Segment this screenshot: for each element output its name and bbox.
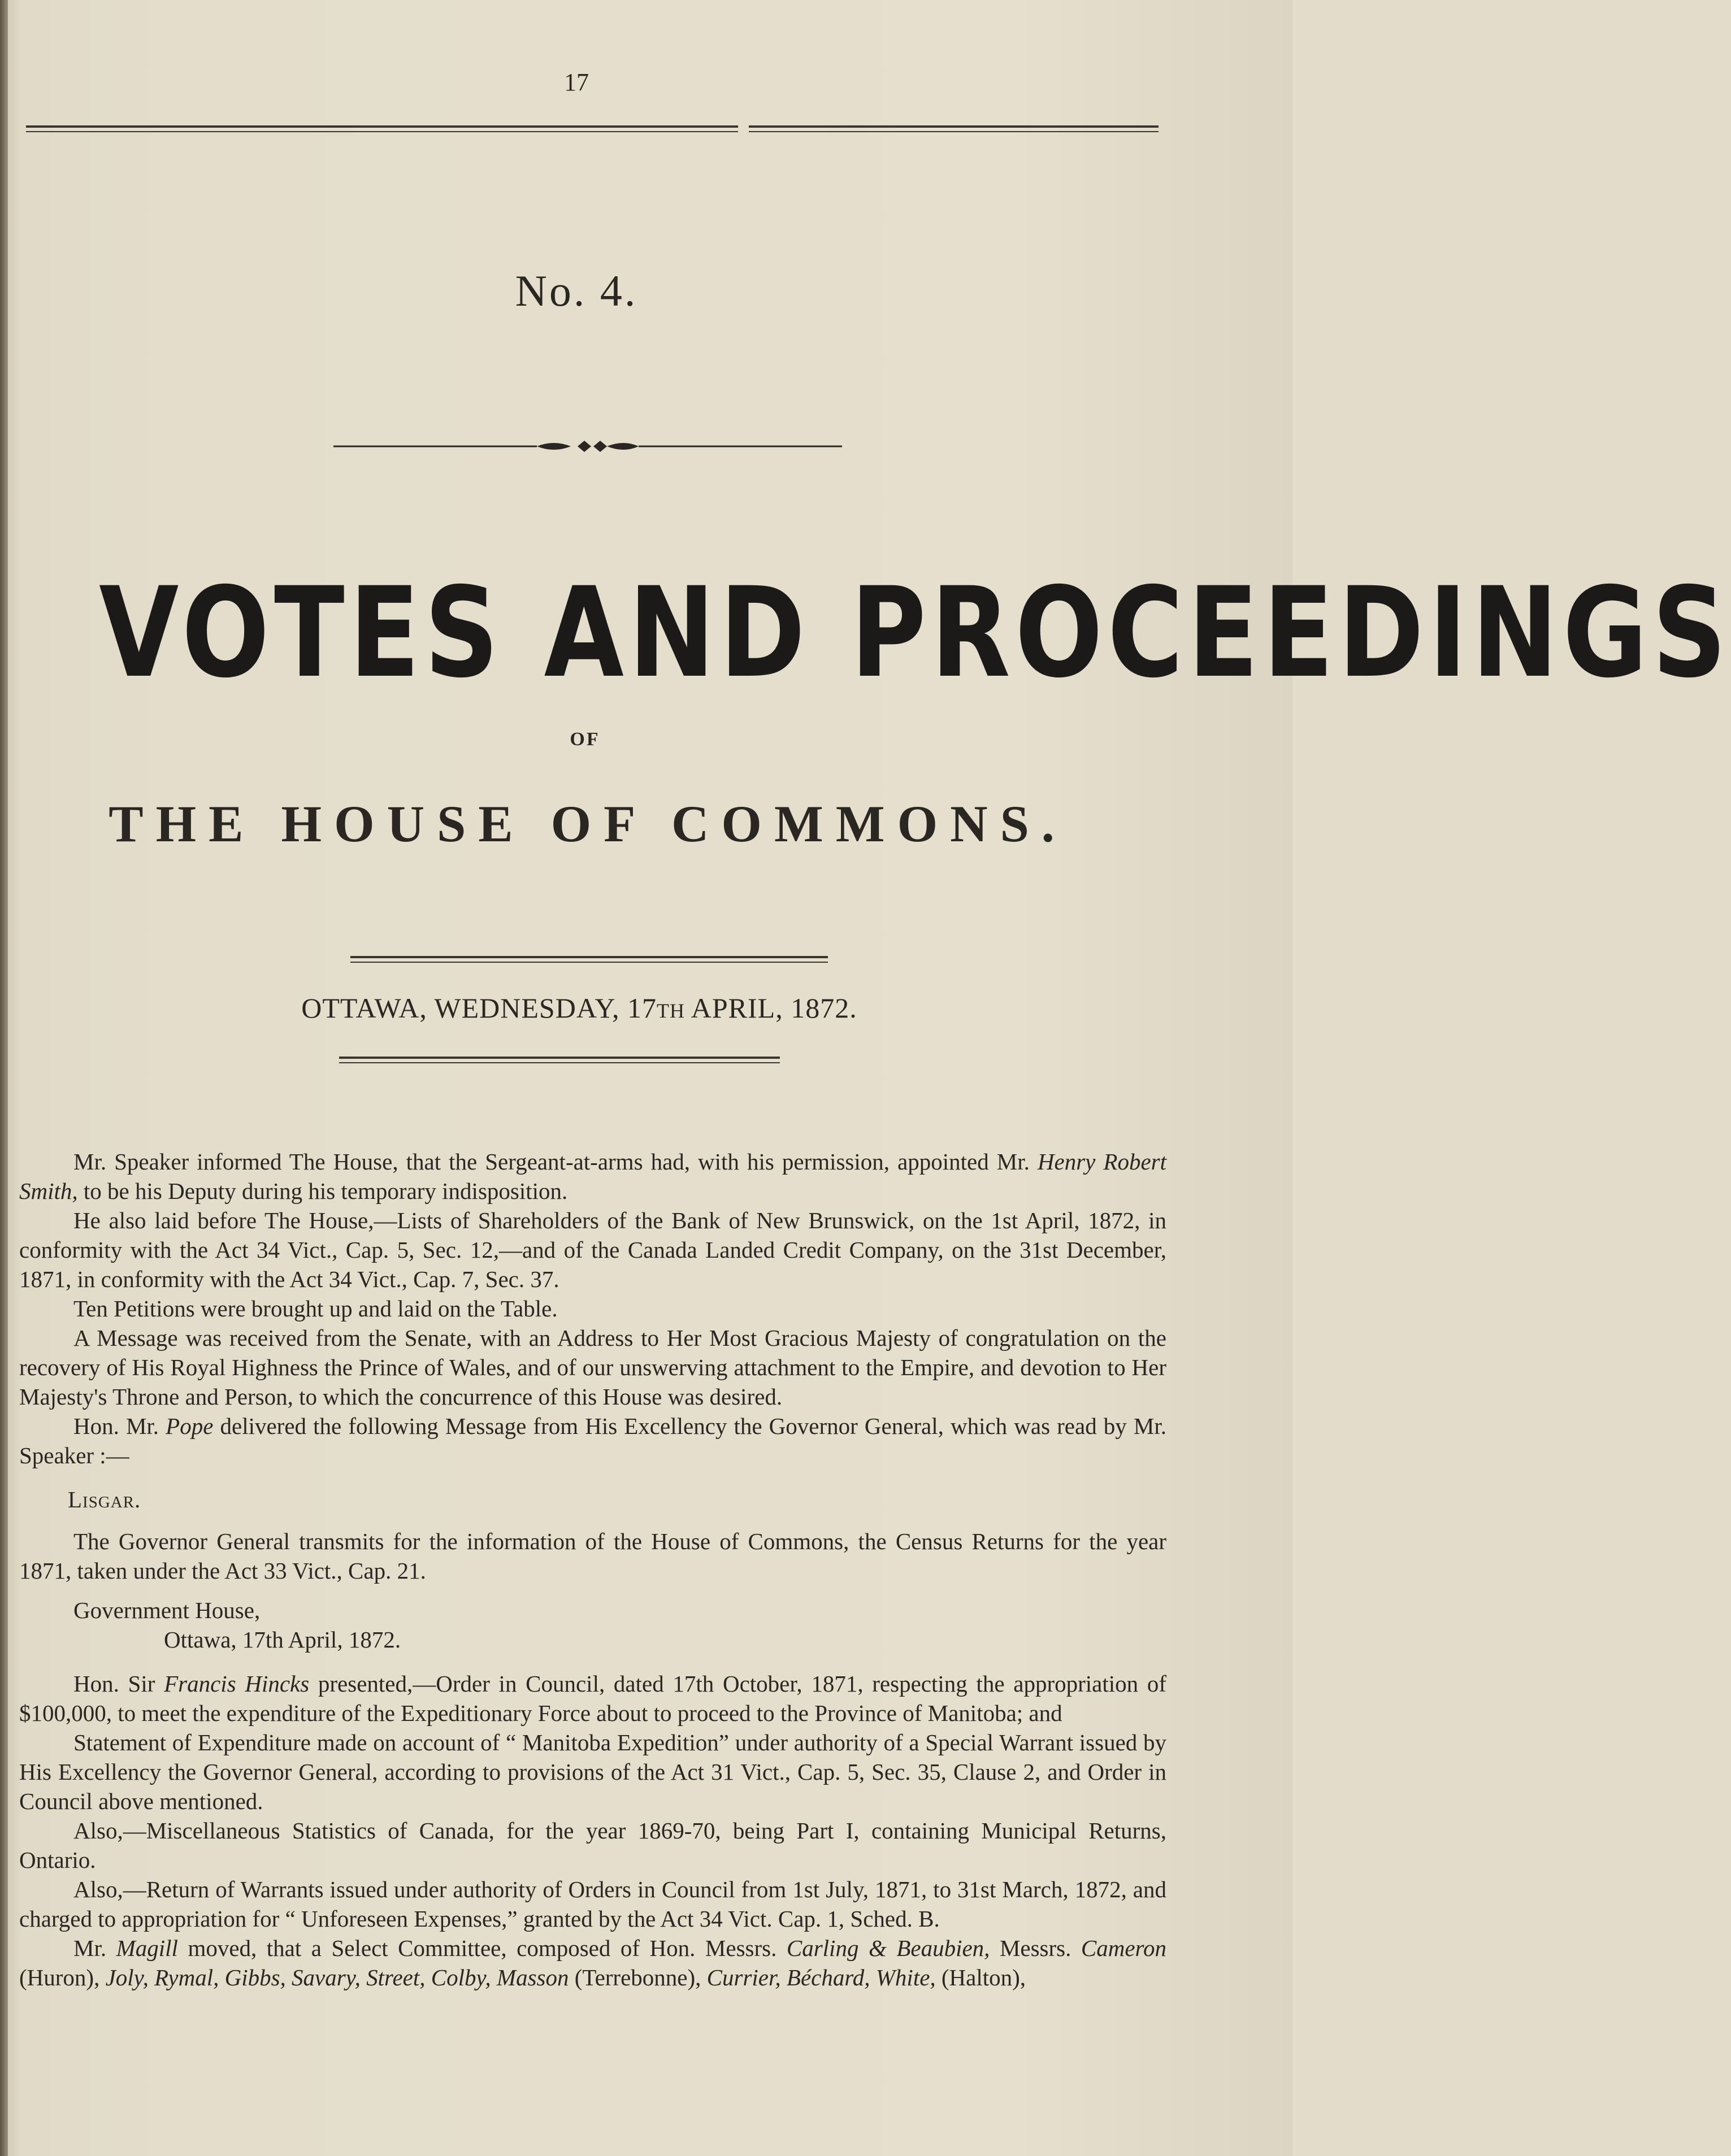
paragraph-speaker-deputy — [19, 1147, 1166, 1206]
ottawa-date: Ottawa, 17th April, 1872. — [164, 1627, 401, 1653]
name-italic: Joly, Rymal, Gibbs, Savary, Street, Colby, Masson — [105, 1964, 569, 1990]
name-italic: Pope — [166, 1413, 214, 1439]
text: Hon. Sir — [73, 1671, 164, 1697]
date-line — [0, 992, 1159, 1024]
name-italic: Francis Hincks — [164, 1671, 310, 1697]
document-number: No. 4. — [515, 266, 638, 315]
text: (Halton), — [935, 1964, 1026, 1990]
title-of: OF — [570, 729, 600, 750]
paragraph-expenditure: Statement of Expenditure made on account of “ Manitoba Expedition” under authority of a Special Warrant issued by His Excellency the Governor General, according to provisions of the Act 31 Vict., Cap. 5, Sec. 35, Clause 2, and Order in Council above mentioned. — [19, 1729, 1166, 1814]
text: moved, that a Select Committee, composed of Hon. Messrs. — [177, 1935, 787, 1961]
date-suffix: TH — [657, 999, 686, 1022]
text: to be his Deputy during his temporary indisposition. — [77, 1178, 568, 1204]
text: Hon. Mr. — [73, 1413, 166, 1439]
text: delivered the following Message from His Excellency the Governor General, which was read by Mr. Speaker :— — [19, 1413, 1166, 1468]
paragraph-statistics: Also,—Miscellaneous Statistics of Canada, for the year 1869-70, being Part I, containing Municipal Returns, Ontario. — [19, 1818, 1166, 1873]
name-italic: Henry Robert Smith, — [19, 1149, 1166, 1204]
header-rule-right — [749, 125, 1159, 128]
paragraph-census: The Governor General transmits for the information of the House of Commons, the Census Returns for the year 1871, taken under the Act 33 Vict., Cap. 21. — [19, 1528, 1166, 1584]
text: Mr. — [73, 1935, 116, 1961]
paragraph-petitions: Ten Petitions were brought up and laid on the Table. — [73, 1296, 558, 1322]
main-title: VOTES AND PROCEEDINGS — [99, 560, 1731, 705]
paragraph-shareholders: He also laid before The House,—Lists of Shareholders of the Bank of New Brunswick, on the 1st April, 1872, in conformity with the Act 34 Vict., Cap. 5, Sec. 12,—and of the Canada Landed Credit Company, on the 31st December, 1871, in conformity with the Act 34 Vict., Cap. 7, Sec. 37. — [19, 1207, 1166, 1292]
text: (Huron), — [19, 1964, 106, 1990]
name-italic: Magill — [116, 1935, 178, 1961]
paragraph-order-in-council — [19, 1669, 1166, 1728]
name-italic: Cameron — [1081, 1935, 1166, 1961]
page-number: 17 — [564, 68, 589, 96]
text: Messrs. — [990, 1935, 1081, 1961]
name-italic: Carling & Beaubien, — [786, 1935, 990, 1961]
paragraph-select-committee — [19, 1933, 1166, 1992]
name-italic: Currier, Béchard, White, — [706, 1964, 936, 1990]
binding-edge — [0, 0, 8, 2156]
text: (Terrebonne), — [569, 1964, 707, 1990]
header-rule-left — [26, 125, 738, 128]
date-pre: OTTAWA, WEDNESDAY, 17 — [301, 992, 657, 1024]
date-rule-top — [350, 956, 828, 958]
proceedings-body — [19, 1147, 1166, 1992]
text: Mr. Speaker informed The House, that the Sergeant-at-arms had, with his permission, appointed Mr. — [73, 1149, 1038, 1175]
date-rule-bottom — [339, 1057, 780, 1059]
ornament-divider — [333, 435, 842, 458]
paragraph-warrants: Also,—Return of Warrants issued under authority of Orders in Council from 1st July, 1871, to 31st March, 1872, and charged to appropriation for “ Unforeseen Expenses,” granted by the Act 34 Vict. Cap. 1, Sched. B. — [19, 1876, 1166, 1932]
text: presented,—Order in Council, dated 17th October, 1871, respecting the appropriation of $100,000, to meet the expenditure of the Expeditionary Force about to proceed to the Province of Manitoba; and — [19, 1671, 1166, 1726]
date-post: APRIL, 1872. — [685, 992, 857, 1024]
government-house: Government House, — [73, 1597, 261, 1623]
paragraph-senate-message: A Message was received from the Senate, with an Address to Her Most Gracious Majesty of congratulation on the recovery of His Royal Highness the Prince of Wales, and of our unswerving attachment to the Empire, and devotion to Her Majesty's Throne and Person, to which the concurrence of this House was desired. — [19, 1325, 1166, 1410]
paragraph-governor-message — [19, 1411, 1166, 1470]
house-title: THE HOUSE OF COMMONS. — [109, 795, 1067, 853]
signature-lisgar: Lisgar. — [68, 1486, 141, 1512]
